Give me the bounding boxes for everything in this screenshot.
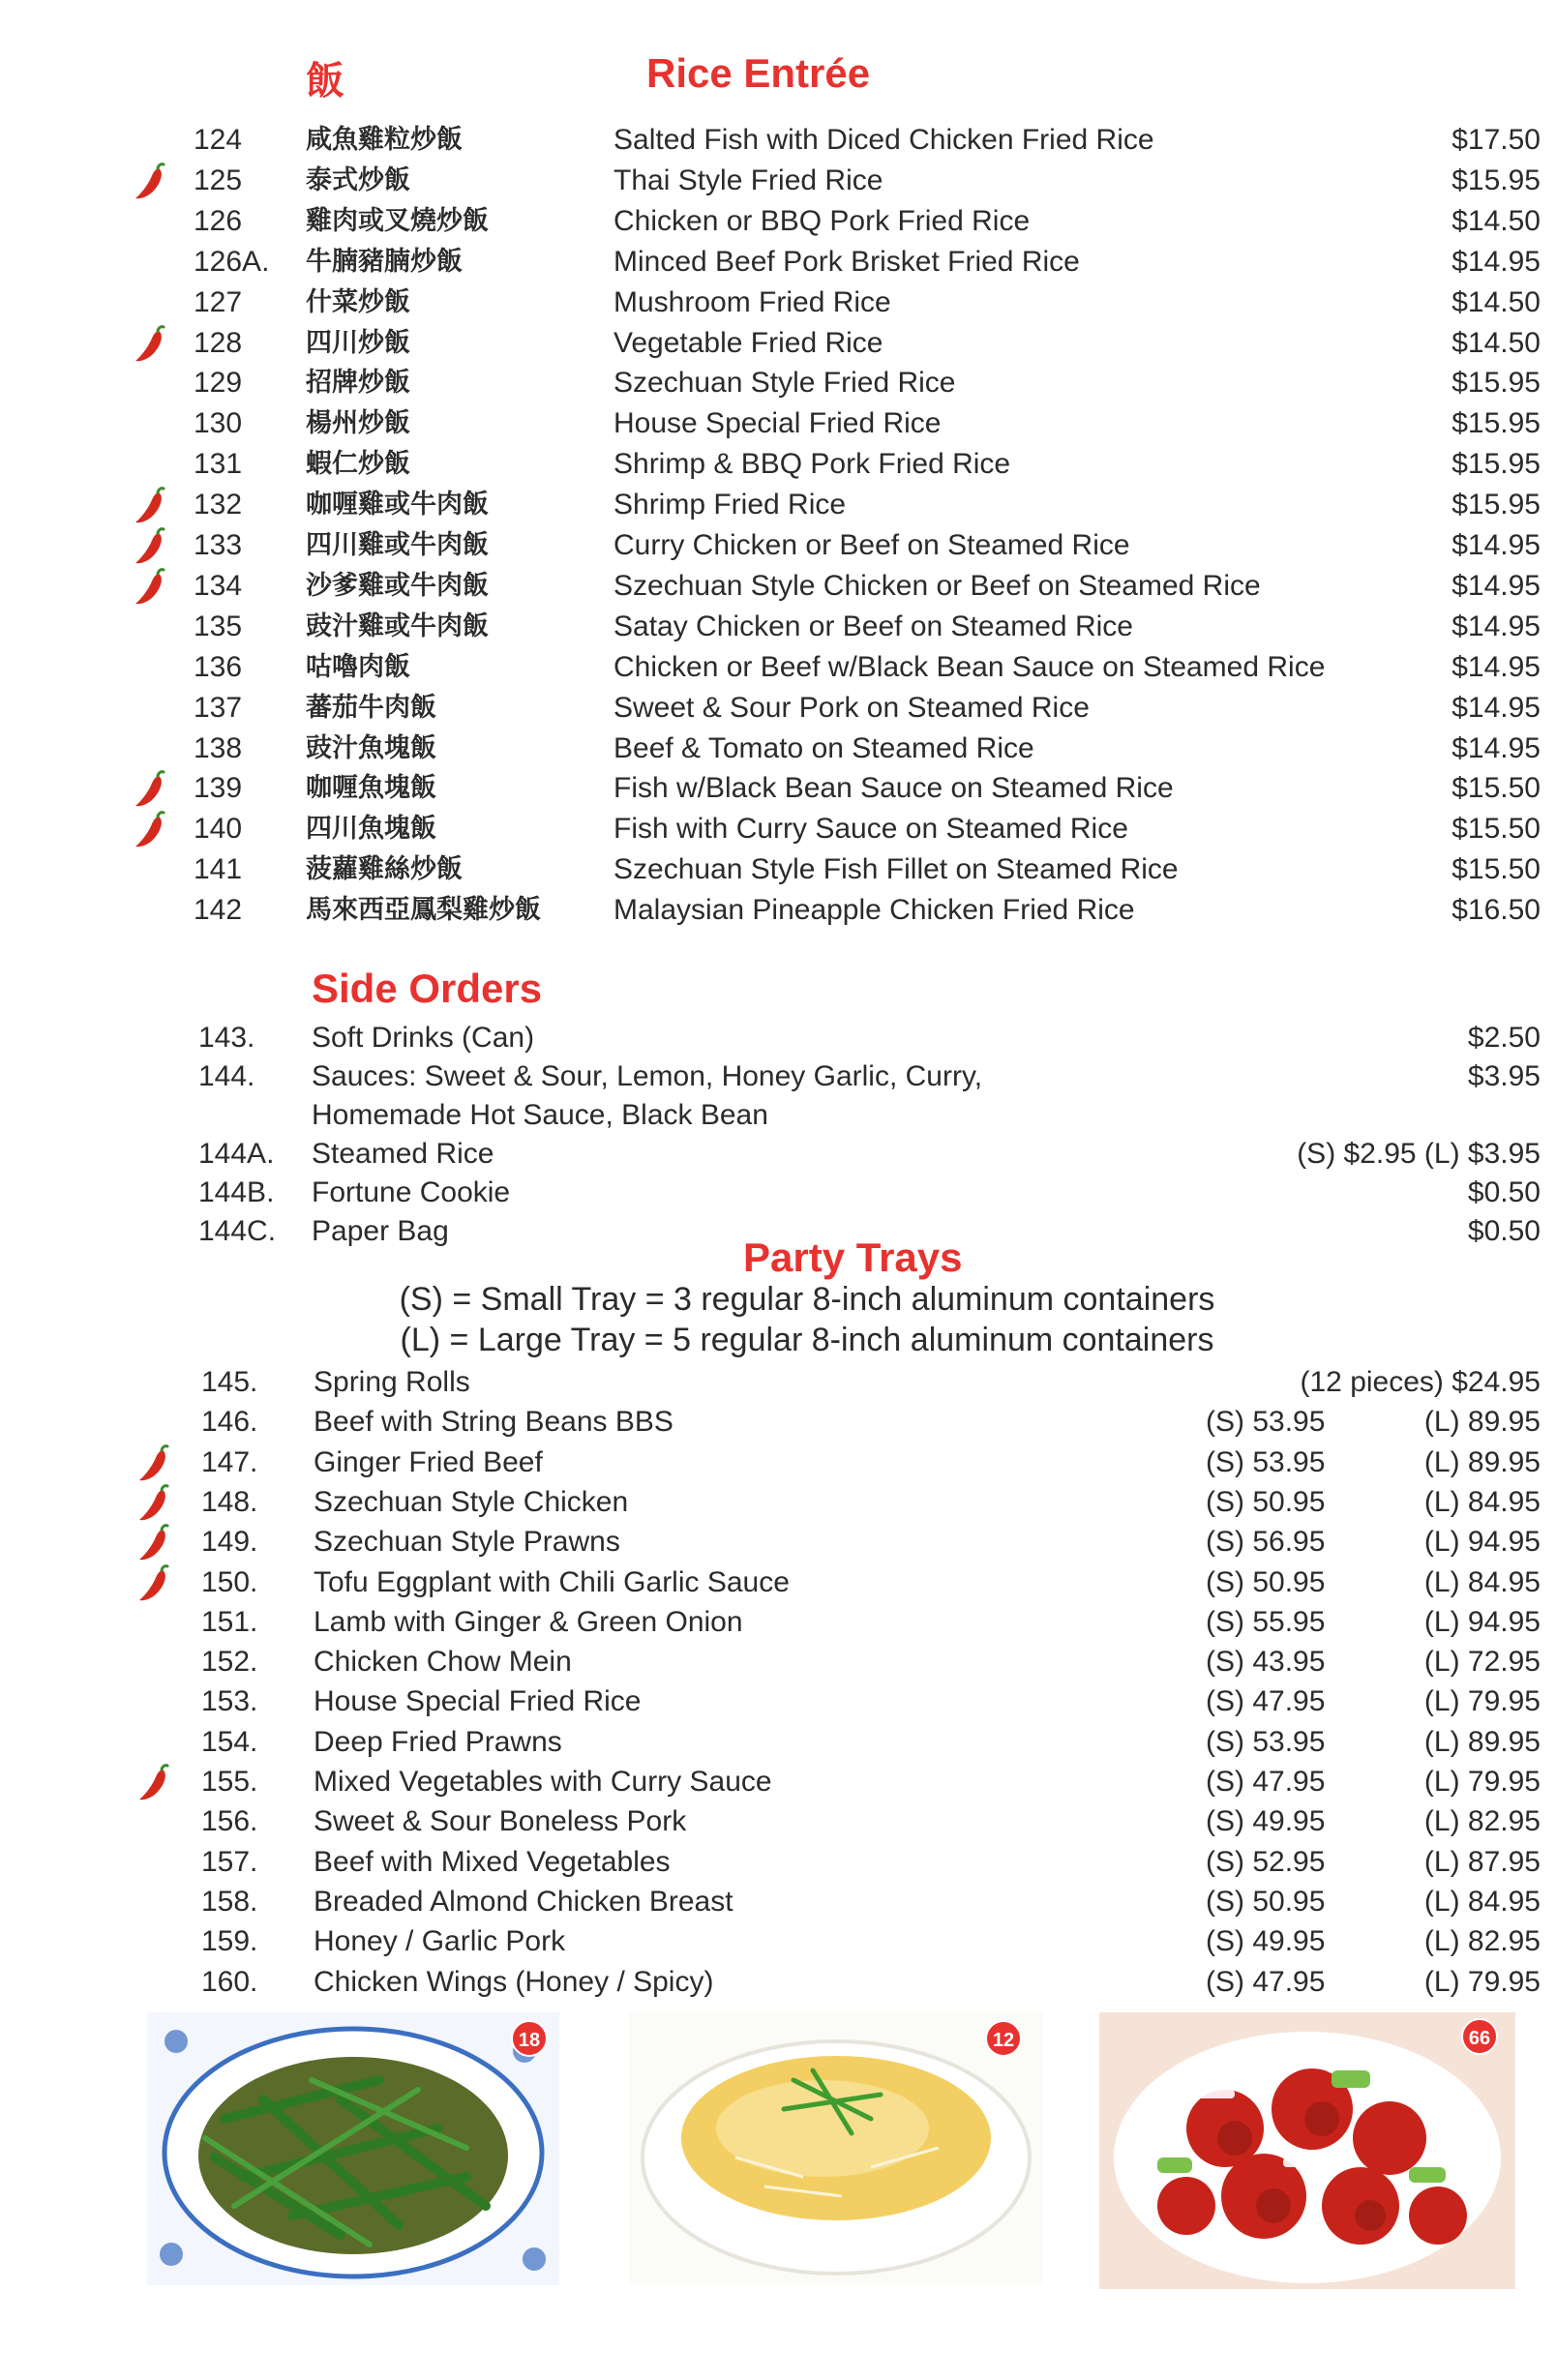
large-tray-price: (12 pieces) $24.95 xyxy=(1300,1366,1541,1398)
item-chinese-name: 四川炒飯 xyxy=(306,328,410,358)
dish-photo-sweet-sour xyxy=(1099,2012,1515,2289)
item-number: 149. xyxy=(201,1526,258,1558)
menu-item-row xyxy=(0,647,1556,688)
photo-badge: 66 xyxy=(1461,2018,1498,2055)
party-tray-row xyxy=(0,1722,1556,1763)
side-order-row xyxy=(0,1056,1556,1097)
item-english-name: Mixed Vegetables with Curry Sauce xyxy=(314,1766,772,1798)
item-chinese-name: 四川雞或牛肉飯 xyxy=(306,530,489,560)
menu-item-row xyxy=(0,485,1556,525)
item-english-name: Sauces: Sweet & Sour, Lemon, Honey Garlic, Curry, xyxy=(312,1060,983,1092)
item-number: 152. xyxy=(201,1646,258,1678)
menu-item-row xyxy=(0,688,1556,729)
small-tray-price: (S) 50.95 xyxy=(1206,1566,1326,1598)
item-price: $14.95 xyxy=(1451,692,1541,724)
small-tray-price: (S) 49.95 xyxy=(1206,1805,1326,1837)
item-number: 157. xyxy=(201,1846,258,1878)
menu-item-row xyxy=(0,161,1556,201)
item-number: 141 xyxy=(194,853,243,885)
menu-item-row xyxy=(0,809,1556,849)
item-number: 155. xyxy=(201,1766,258,1798)
party-tray-row xyxy=(0,1801,1556,1842)
party-tray-row xyxy=(0,1602,1556,1643)
chili-pepper-icon xyxy=(132,325,166,364)
chili-pepper-icon xyxy=(135,1564,170,1603)
party-tray-row xyxy=(0,1522,1556,1562)
menu-item-row xyxy=(0,242,1556,283)
item-english-name: Satay Chicken or Beef on Steamed Rice xyxy=(613,610,1133,642)
item-chinese-name: 牛腩豬腩炒飯 xyxy=(306,247,463,277)
item-price: $2.50 xyxy=(1467,1022,1541,1054)
item-english-name: Paper Bag xyxy=(312,1215,449,1247)
large-tray-price: (L) 82.95 xyxy=(1423,1925,1541,1957)
large-tray-price: (L) 94.95 xyxy=(1423,1606,1541,1638)
large-tray-price: (L) 79.95 xyxy=(1423,1966,1541,1998)
rice-entree-title: Rice Entrée xyxy=(646,50,871,96)
item-price: $14.50 xyxy=(1451,327,1541,359)
item-number: 129 xyxy=(194,367,243,399)
item-english-name: Deep Fried Prawns xyxy=(314,1726,562,1758)
item-number: 145. xyxy=(201,1366,258,1398)
item-english-name: Beef & Tomato on Steamed Rice xyxy=(613,732,1034,764)
menu-item-row xyxy=(0,120,1556,161)
small-tray-price: (S) 56.95 xyxy=(1206,1526,1326,1558)
item-chinese-name: 雞肉或叉燒炒飯 xyxy=(306,206,489,236)
item-number: 151. xyxy=(201,1606,258,1638)
item-chinese-name: 什菜炒飯 xyxy=(306,287,410,317)
rice-cn-title: 飯 xyxy=(306,59,344,104)
party-trays-large-note: (L) = Large Tray = 5 regular 8-inch aluminum containers xyxy=(400,1322,1214,1358)
item-chinese-name: 蕃茄牛肉飯 xyxy=(306,693,436,723)
large-tray-price: (L) 94.95 xyxy=(1423,1526,1541,1558)
small-tray-price: (S) 50.95 xyxy=(1206,1886,1326,1918)
chili-pepper-icon xyxy=(132,163,166,201)
item-number: 159. xyxy=(201,1925,258,1957)
small-tray-price: (S) 43.95 xyxy=(1206,1646,1326,1678)
chili-pepper-icon xyxy=(135,1524,170,1562)
large-tray-price: (L) 89.95 xyxy=(1423,1726,1541,1758)
item-english-name: Fish with Curry Sauce on Steamed Rice xyxy=(613,813,1128,845)
chili-pepper-icon xyxy=(132,487,166,525)
item-price: $15.50 xyxy=(1451,772,1541,804)
chili-pepper-icon xyxy=(132,527,166,566)
item-chinese-name: 泰式炒飯 xyxy=(306,165,410,195)
item-number: 128 xyxy=(194,327,243,359)
item-number: 144B. xyxy=(198,1176,275,1208)
party-tray-row xyxy=(0,1482,1556,1523)
dish-photo-soup xyxy=(629,2012,1043,2285)
menu-item-row xyxy=(0,768,1556,809)
item-number: 136 xyxy=(194,651,243,683)
large-tray-price: (L) 87.95 xyxy=(1423,1846,1541,1878)
item-chinese-name: 蝦仁炒飯 xyxy=(306,449,410,479)
item-price: (S) $2.95 (L) $3.95 xyxy=(1297,1138,1541,1170)
chili-pepper-icon xyxy=(132,811,166,849)
item-english-name: Spring Rolls xyxy=(314,1366,470,1398)
dish-photo-string-beans xyxy=(147,2012,559,2285)
party-tray-row xyxy=(0,1962,1556,2003)
item-english-name: Chicken or Beef w/Black Bean Sauce on Steamed Rice xyxy=(613,651,1326,683)
item-english-name: Minced Beef Pork Brisket Fried Rice xyxy=(613,246,1080,278)
soup-image xyxy=(629,2012,1043,2285)
party-tray-row xyxy=(0,1642,1556,1682)
item-english-name: Szechuan Style Fried Rice xyxy=(613,367,956,399)
party-tray-row xyxy=(0,1562,1556,1603)
menu-item-row xyxy=(0,323,1556,364)
menu-item-row xyxy=(0,363,1556,403)
item-english-name: Vegetable Fried Rice xyxy=(613,327,883,359)
item-chinese-name: 咖喱雞或牛肉飯 xyxy=(306,490,489,520)
item-english-name: Szechuan Style Prawns xyxy=(314,1526,620,1558)
side-orders-title: Side Orders xyxy=(312,966,543,1011)
large-tray-price: (L) 79.95 xyxy=(1423,1685,1541,1717)
large-tray-price: (L) 84.95 xyxy=(1423,1566,1541,1598)
item-number: 160. xyxy=(201,1966,258,1998)
item-number: 143. xyxy=(198,1022,255,1054)
party-tray-row xyxy=(0,1921,1556,1962)
item-price: $14.50 xyxy=(1451,286,1541,318)
item-english-name: Sweet & Sour Pork on Steamed Rice xyxy=(613,692,1090,724)
item-chinese-name: 四川魚塊飯 xyxy=(306,814,436,844)
item-number: 137 xyxy=(194,692,243,724)
item-price: $16.50 xyxy=(1451,894,1541,926)
item-english-name: Salted Fish with Diced Chicken Fried Rice xyxy=(613,124,1154,156)
item-price: $15.95 xyxy=(1451,448,1541,480)
party-tray-row xyxy=(0,1402,1556,1443)
menu-item-row xyxy=(0,607,1556,647)
large-tray-price: (L) 82.95 xyxy=(1423,1805,1541,1837)
item-chinese-name: 菠蘿雞絲炒飯 xyxy=(306,854,463,884)
item-chinese-name: 沙爹雞或牛肉飯 xyxy=(306,571,489,601)
item-number: 135 xyxy=(194,610,243,642)
small-tray-price: (S) 50.95 xyxy=(1206,1486,1326,1518)
item-number: 144A. xyxy=(198,1138,275,1170)
small-tray-price: (S) 49.95 xyxy=(1206,1925,1326,1957)
party-tray-row xyxy=(0,1362,1556,1403)
string-beans-image xyxy=(147,2012,559,2285)
item-number: 125 xyxy=(194,164,243,196)
small-tray-price: (S) 53.95 xyxy=(1206,1406,1326,1438)
side-order-row xyxy=(0,1095,1556,1136)
item-number: 126 xyxy=(194,205,243,237)
item-price: $14.95 xyxy=(1451,651,1541,683)
item-english-name: Fish w/Black Bean Sauce on Steamed Rice xyxy=(613,772,1174,804)
menu-item-row xyxy=(0,283,1556,323)
party-tray-row xyxy=(0,1842,1556,1883)
small-tray-price: (S) 55.95 xyxy=(1206,1606,1326,1638)
item-english-name: Szechuan Style Chicken or Beef on Steamed Rice xyxy=(613,570,1261,602)
large-tray-price: (L) 79.95 xyxy=(1423,1766,1541,1798)
item-number: 132 xyxy=(194,489,243,521)
large-tray-price: (L) 84.95 xyxy=(1423,1486,1541,1518)
item-price: $15.95 xyxy=(1451,164,1541,196)
large-tray-price: (L) 89.95 xyxy=(1423,1446,1541,1478)
chili-pepper-icon xyxy=(135,1484,170,1523)
item-english-name: Chicken Chow Mein xyxy=(314,1646,572,1678)
item-number: 131 xyxy=(194,448,243,480)
item-english-name: Malaysian Pineapple Chicken Fried Rice xyxy=(613,894,1135,926)
menu-item-row xyxy=(0,403,1556,444)
item-english-name: Curry Chicken or Beef on Steamed Rice xyxy=(613,529,1130,561)
item-english-name: House Special Fried Rice xyxy=(613,407,942,439)
item-english-name: Steamed Rice xyxy=(312,1138,494,1170)
item-number: 147. xyxy=(201,1446,258,1478)
party-tray-row xyxy=(0,1443,1556,1483)
item-number: 130 xyxy=(194,407,243,439)
small-tray-price: (S) 47.95 xyxy=(1206,1766,1326,1798)
item-number: 150. xyxy=(201,1566,258,1598)
party-tray-row xyxy=(0,1762,1556,1802)
menu-item-row xyxy=(0,444,1556,485)
item-english-name: Beef with Mixed Vegetables xyxy=(314,1846,671,1878)
item-chinese-name: 楊州炒飯 xyxy=(306,408,410,438)
item-price: $14.95 xyxy=(1451,529,1541,561)
side-order-row xyxy=(0,1134,1556,1175)
item-price: $14.95 xyxy=(1451,570,1541,602)
sweet-sour-image xyxy=(1099,2012,1515,2289)
item-english-name: Chicken Wings (Honey / Spicy) xyxy=(314,1966,714,1998)
item-chinese-name: 豉汁雞或牛肉飯 xyxy=(306,611,489,641)
party-trays-title: Party Trays xyxy=(743,1235,963,1280)
item-number: 156. xyxy=(201,1805,258,1837)
chili-pepper-icon xyxy=(135,1764,170,1802)
item-price: $14.95 xyxy=(1451,246,1541,278)
item-price: $15.95 xyxy=(1451,489,1541,521)
item-price: $14.50 xyxy=(1451,205,1541,237)
item-number: 154. xyxy=(201,1726,258,1758)
party-tray-row xyxy=(0,1882,1556,1922)
chili-pepper-icon xyxy=(132,770,166,809)
item-price: $3.95 xyxy=(1467,1060,1541,1092)
item-english-name: Shrimp Fried Rice xyxy=(613,489,847,521)
menu-item-row xyxy=(0,890,1556,931)
item-number: 146. xyxy=(201,1406,258,1438)
item-english-name: Szechuan Style Fish Fillet on Steamed Rice xyxy=(613,853,1179,885)
photo-badge: 12 xyxy=(985,2020,1022,2057)
item-chinese-name: 豉汁魚塊飯 xyxy=(306,733,436,763)
item-english-name: Homemade Hot Sauce, Black Bean xyxy=(312,1099,768,1131)
item-chinese-name: 咸魚雞粒炒飯 xyxy=(306,125,463,155)
small-tray-price: (S) 47.95 xyxy=(1206,1966,1326,1998)
item-english-name: Beef with String Beans BBS xyxy=(314,1406,673,1438)
party-trays-small-note: (S) = Small Tray = 3 regular 8-inch aluminum containers xyxy=(399,1281,1215,1318)
large-tray-price: (L) 84.95 xyxy=(1423,1886,1541,1918)
small-tray-price: (S) 52.95 xyxy=(1206,1846,1326,1878)
item-english-name: Chicken or BBQ Pork Fried Rice xyxy=(613,205,1031,237)
item-english-name: Ginger Fried Beef xyxy=(314,1446,543,1478)
menu-item-row xyxy=(0,849,1556,890)
item-english-name: Shrimp & BBQ Pork Fried Rice xyxy=(613,448,1011,480)
small-tray-price: (S) 53.95 xyxy=(1206,1726,1326,1758)
side-order-row xyxy=(0,1018,1556,1058)
item-chinese-name: 馬來西亞鳳梨雞炒飯 xyxy=(306,895,541,925)
item-price: $15.95 xyxy=(1451,407,1541,439)
item-number: 153. xyxy=(201,1685,258,1717)
item-number: 126A. xyxy=(194,246,270,278)
large-tray-price: (L) 89.95 xyxy=(1423,1406,1541,1438)
small-tray-price: (S) 53.95 xyxy=(1206,1446,1326,1478)
item-price: $17.50 xyxy=(1451,124,1541,156)
item-chinese-name: 招牌炒飯 xyxy=(306,368,410,398)
item-number: 142 xyxy=(194,894,243,926)
item-english-name: Fortune Cookie xyxy=(312,1176,511,1208)
item-english-name: Soft Drinks (Can) xyxy=(312,1022,535,1054)
item-price: $14.95 xyxy=(1451,610,1541,642)
item-english-name: Mushroom Fried Rice xyxy=(613,286,891,318)
item-number: 127 xyxy=(194,286,243,318)
item-english-name: Lamb with Ginger & Green Onion xyxy=(314,1606,743,1638)
item-price: $0.50 xyxy=(1467,1215,1541,1247)
item-number: 140 xyxy=(194,813,243,845)
item-price: $0.50 xyxy=(1467,1176,1541,1208)
item-number: 139 xyxy=(194,772,243,804)
item-number: 148. xyxy=(201,1486,258,1518)
item-number: 144. xyxy=(198,1060,255,1092)
large-tray-price: (L) 72.95 xyxy=(1423,1646,1541,1678)
side-order-row xyxy=(0,1173,1556,1213)
menu-item-row xyxy=(0,201,1556,242)
item-chinese-name: 咕嚕肉飯 xyxy=(306,652,410,682)
item-chinese-name: 咖喱魚塊飯 xyxy=(306,773,436,803)
item-english-name: Thai Style Fried Rice xyxy=(613,164,883,196)
item-english-name: Honey / Garlic Pork xyxy=(314,1925,566,1957)
chili-pepper-icon xyxy=(135,1444,170,1483)
chili-pepper-icon xyxy=(132,568,166,607)
menu-item-row xyxy=(0,729,1556,769)
item-number: 158. xyxy=(201,1886,258,1918)
item-price: $15.95 xyxy=(1451,367,1541,399)
party-tray-row xyxy=(0,1681,1556,1722)
item-price: $15.50 xyxy=(1451,813,1541,845)
small-tray-price: (S) 47.95 xyxy=(1206,1685,1326,1717)
item-number: 133 xyxy=(194,529,243,561)
item-price: $14.95 xyxy=(1451,732,1541,764)
photo-badge: 18 xyxy=(511,2020,548,2057)
item-english-name: House Special Fried Rice xyxy=(314,1685,642,1717)
item-english-name: Tofu Eggplant with Chili Garlic Sauce xyxy=(314,1566,790,1598)
item-number: 144C. xyxy=(198,1215,277,1247)
item-number: 134 xyxy=(194,570,243,602)
item-number: 124 xyxy=(194,124,243,156)
item-price: $15.50 xyxy=(1451,853,1541,885)
item-english-name: Breaded Almond Chicken Breast xyxy=(314,1886,733,1918)
item-english-name: Sweet & Sour Boneless Pork xyxy=(314,1805,687,1837)
menu-item-row xyxy=(0,566,1556,607)
item-number: 138 xyxy=(194,732,243,764)
menu-item-row xyxy=(0,525,1556,566)
item-english-name: Szechuan Style Chicken xyxy=(314,1486,629,1518)
